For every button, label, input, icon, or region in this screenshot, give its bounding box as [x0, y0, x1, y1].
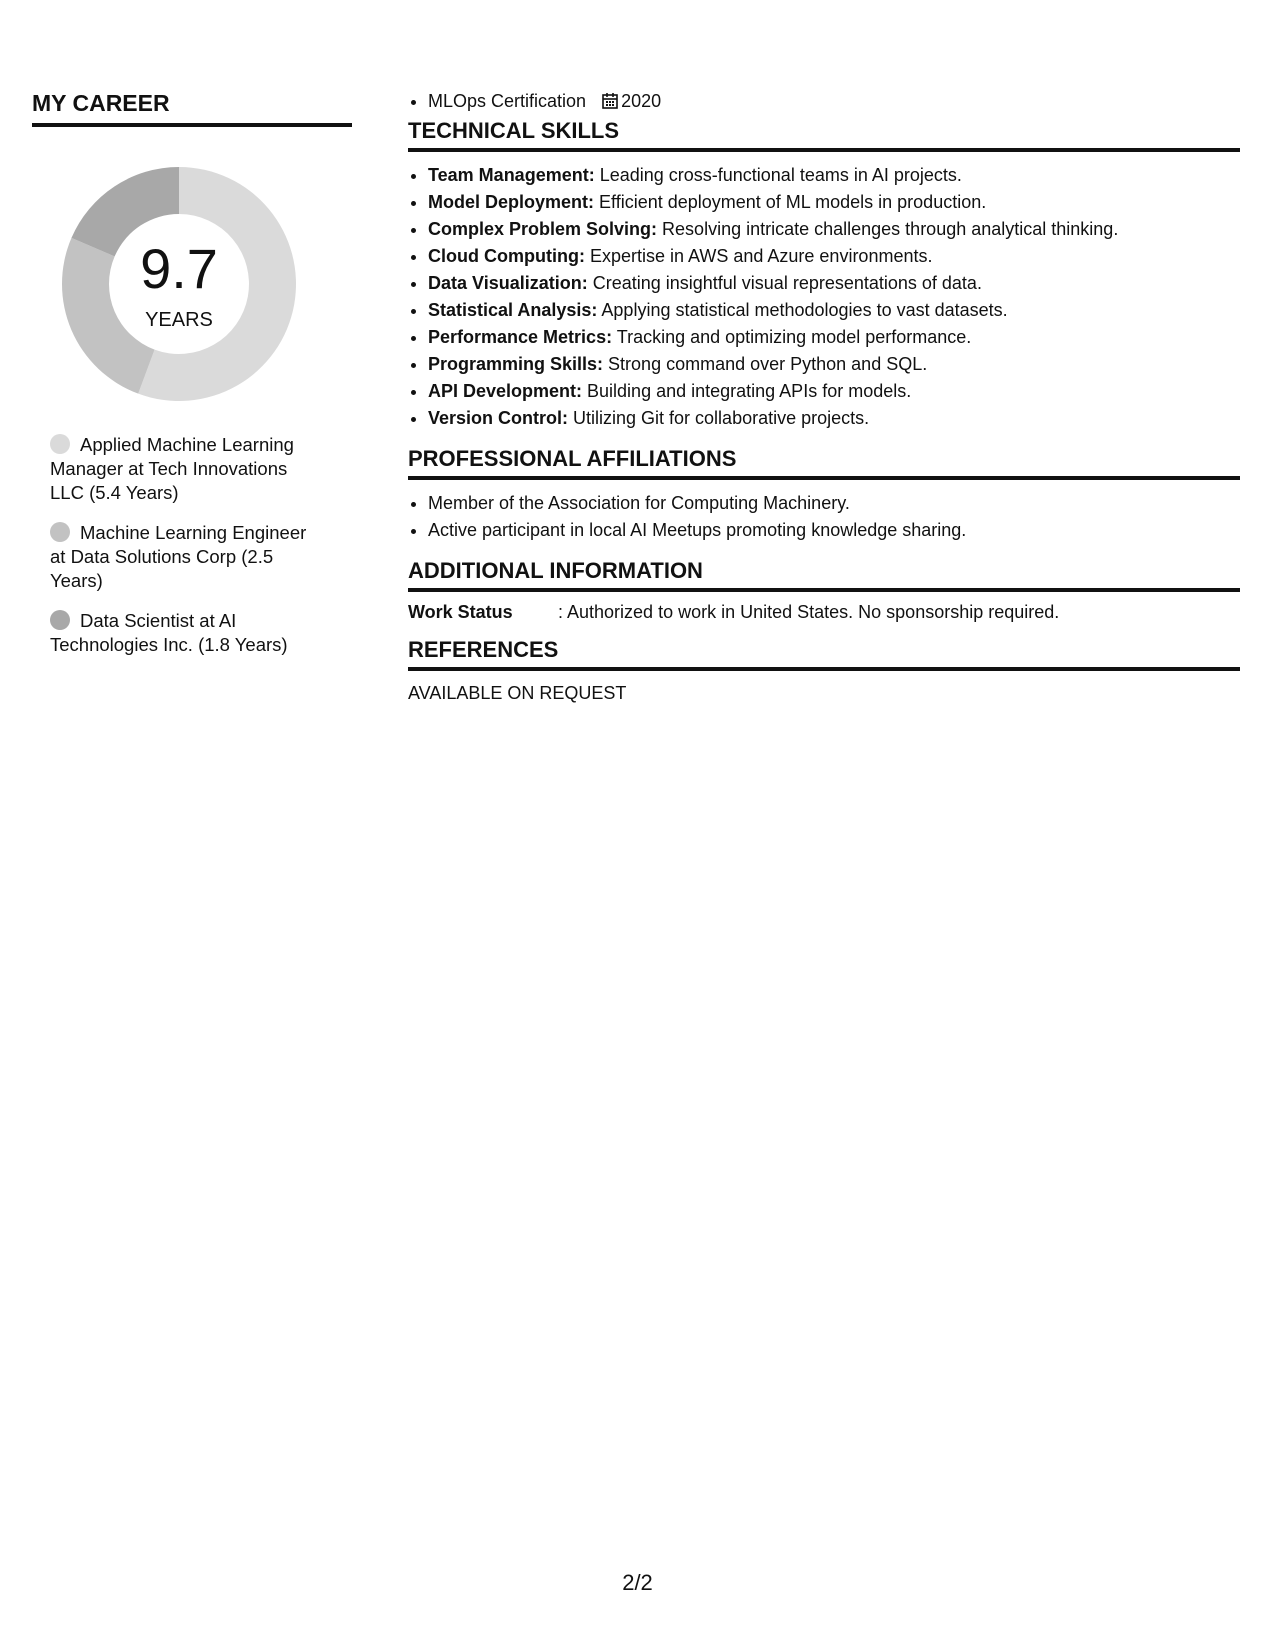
legend-label: Data Scientist at AI Technologies Inc. (1.8 Years): [50, 610, 288, 655]
legend-dot-icon: [50, 610, 70, 630]
certification-year: 2020: [621, 91, 662, 111]
list-item: • Active participant in local AI Meetups promoting knowledge sharing.: [428, 517, 1240, 544]
skill-desc: Building and integrating APIs for models.: [582, 381, 912, 401]
page-number: 2/2: [622, 1570, 653, 1595]
additional-info-section: [408, 558, 1240, 623]
section-title: PROFESSIONAL AFFILIATIONS: [408, 446, 1240, 480]
skill-name: Version Control:: [428, 408, 569, 428]
skill-name: Programming Skills:: [428, 354, 604, 374]
skill-desc: Efficient deployment of ML models in production.: [594, 192, 987, 212]
skill-name: Statistical Analysis:: [428, 300, 598, 320]
legend-item: [50, 433, 320, 505]
skill-desc: Creating insightful visual representations of data.: [587, 273, 982, 293]
skill-name: Data Visualization:: [428, 273, 588, 293]
skill-name: Complex Problem Solving:: [428, 219, 658, 239]
section-title: ADDITIONAL INFORMATION: [408, 558, 1240, 592]
legend-label: Machine Learning Engineer at Data Solutions Corp (2.5 Years): [50, 522, 307, 591]
career-column: [32, 90, 352, 673]
total-years-value: 9.7: [140, 237, 218, 300]
donut-center: [54, 159, 304, 409]
legend-item: [50, 521, 320, 593]
list-item: [428, 297, 1240, 324]
list-item: [428, 189, 1240, 216]
career-legend: [50, 433, 320, 657]
skill-name: Team Management:: [428, 165, 595, 185]
list-item: [428, 270, 1240, 297]
skill-desc: Strong command over Python and SQL.: [603, 354, 928, 374]
skill-desc: Leading cross-functional teams in AI projects.: [594, 165, 962, 185]
list-item: [428, 378, 1240, 405]
list-item: [428, 405, 1240, 432]
skills-list: [408, 162, 1240, 432]
main-column: [408, 78, 1240, 704]
skill-desc: Expertise in AWS and Azure environments.: [584, 246, 933, 266]
legend-dot-icon: [50, 522, 70, 542]
references-section: [408, 637, 1240, 704]
section-title: TECHNICAL SKILLS: [408, 118, 1240, 152]
certification-name: MLOps Certification: [428, 91, 587, 111]
work-status-row: [408, 602, 1240, 623]
list-item: [428, 243, 1240, 270]
total-years-unit: YEARS: [145, 309, 213, 331]
skill-desc: Applying statistical methodologies to vast datasets.: [597, 300, 1008, 320]
legend-dot-icon: [50, 434, 70, 454]
list-item: [428, 216, 1240, 243]
skill-desc: Utilizing Git for collaborative projects.: [568, 408, 870, 428]
section-title: REFERENCES: [408, 637, 1240, 671]
certification-list: [408, 88, 1240, 118]
skill-name: Cloud Computing:: [428, 246, 585, 266]
career-title: MY CAREER: [32, 90, 352, 127]
list-item: [428, 162, 1240, 189]
affiliations-list: [408, 490, 1240, 544]
list-item: • Member of the Association for Computing Machinery.: [428, 490, 1240, 517]
skill-name: Performance Metrics:: [428, 327, 613, 347]
calendar-icon: [601, 91, 619, 118]
career-donut-chart: [54, 159, 304, 409]
work-status-value: : Authorized to work in United States. No sponsorship required.: [558, 602, 1060, 622]
list-item: [428, 324, 1240, 351]
certification-item: [428, 88, 1240, 118]
skill-name: API Development:: [428, 381, 583, 401]
skill-desc: Resolving intricate challenges through analytical thinking.: [657, 219, 1119, 239]
affiliations-section: [408, 446, 1240, 544]
list-item: [428, 351, 1240, 378]
legend-item: [50, 609, 320, 657]
skill-name: Model Deployment:: [428, 192, 595, 212]
references-text: AVAILABLE ON REQUEST: [408, 683, 627, 703]
skill-desc: Tracking and optimizing model performance.: [612, 327, 972, 347]
work-status-label: Work Status: [408, 602, 513, 622]
legend-label: Applied Machine Learning Manager at Tech Innovations LLC (5.4 Years): [50, 434, 294, 503]
technical-skills-section: [408, 118, 1240, 432]
